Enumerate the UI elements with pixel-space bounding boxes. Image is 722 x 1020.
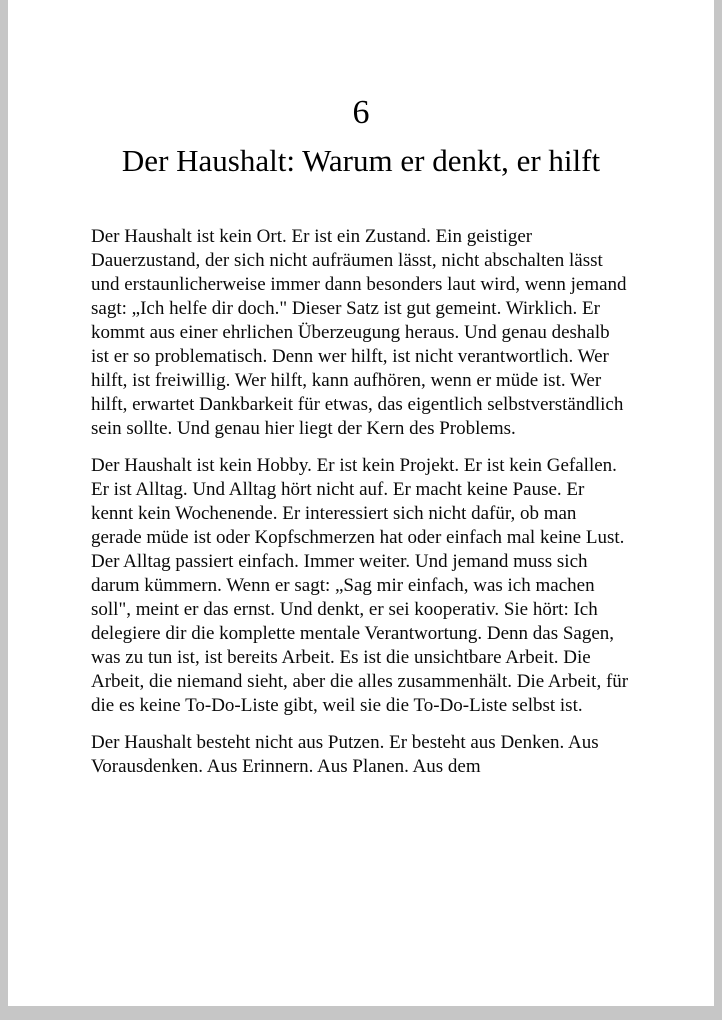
- chapter-title: Der Haushalt: Warum er denkt, er hilft: [121, 143, 601, 179]
- paragraph-2: Der Haushalt ist kein Hobby. Er ist kein Projekt. Er ist kein Gefallen. Er ist Alltag. Und Alltag hört nicht auf. Er macht keine Pause. Er kennt kein Wochenende. Er interessiert sich nicht dafür, ob man gerade müde ist oder Kopfschmerzen hat oder einfach mal keine Lust. Der Alltag passiert einfach. Immer weiter. Und jemand muss sich darum kümmern. Wenn er sagt: „Sag mir einfach, was ich machen soll", meint er das ernst. Und denkt, er sei kooperativ. Sie hört: Ich delegiere dir die komplette mentale Verantwortung. Denn das Sagen, was zu tun ist, ist bereits Arbeit. Es ist die unsichtbare Arbeit. Die Arbeit, die niemand sieht, aber die alles zusammenhält. Die Arbeit, für die es keine To-Do-Liste gibt, weil sie die To-Do-Liste selbst ist.: [91, 455, 629, 717]
- paragraph-3: Der Haushalt besteht nicht aus Putzen. Er besteht aus Denken. Aus Vorausdenken. Aus Erinnern. Aus Planen. Aus dem: [91, 732, 599, 778]
- chapter-number: 6: [352, 94, 370, 131]
- body-text: [91, 225, 631, 779]
- paragraph-1: Der Haushalt ist kein Ort. Er ist ein Zustand. Ein geistiger Dauerzustand, der sich nicht aufräumen lässt, nicht abschalten lässt und erstaunlicherweise immer dann besonders laut wird, wenn jemand sagt: „Ich helfe dir doch." Dieser Satz ist gut gemeint. Wirklich. Er kommt aus einer ehrlichen Überzeugung heraus. Und genau deshalb ist er so problematisch. Denn wer hilft, ist nicht verantwortlich. Wer hilft, ist freiwillig. Wer hilft, kann aufhören, wenn er müde ist. Wer hilft, erwartet Dankbarkeit für etwas, das eigentlich selbstverständlich sein sollte. Und genau hier liegt der Kern des Problems.: [91, 226, 627, 440]
- book-page: [8, 0, 714, 1006]
